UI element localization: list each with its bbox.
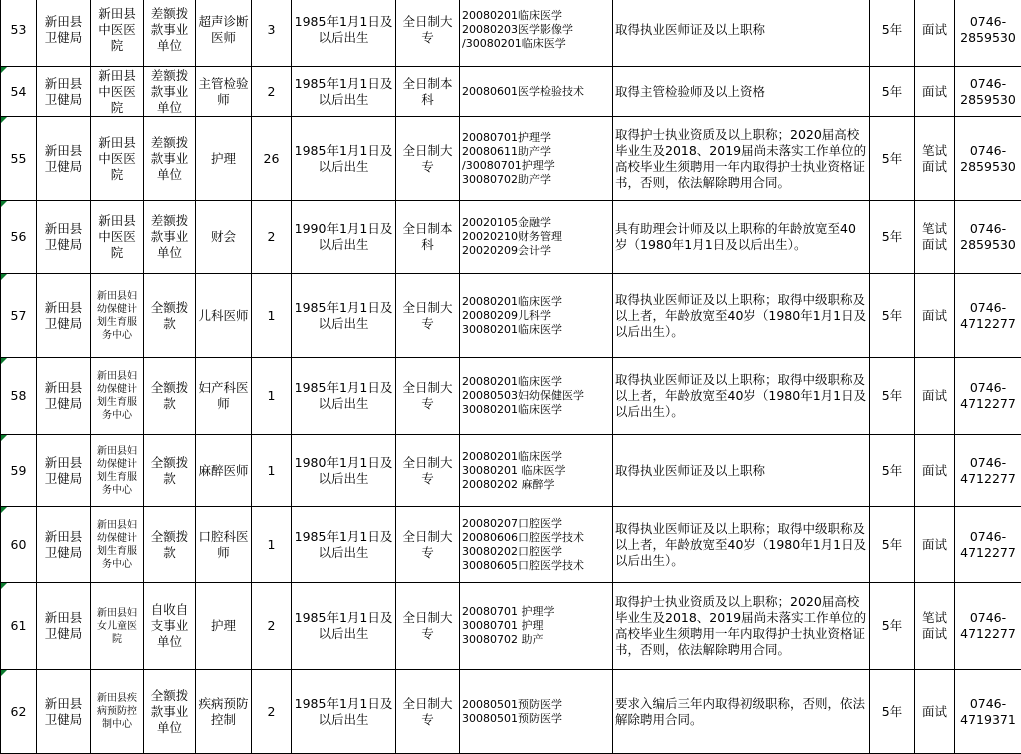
cell-exam: 面试 xyxy=(915,358,955,435)
cell-period: 5年 xyxy=(870,507,915,583)
cell-no: 62 xyxy=(1,670,37,754)
cell-req: 取得执业医师证及以上职称；取得中级职称及以上者，年龄放宽至40岁（1980年1月1日及以后出生）。 xyxy=(613,507,870,583)
cell-nature: 全额拨款 xyxy=(144,358,196,435)
cell-edu: 全日制大专 xyxy=(396,0,460,67)
cell-age: 1985年1月1日及以后出生 xyxy=(292,67,396,117)
cell-phone: 0746-4712277 xyxy=(955,583,1021,670)
cell-major: 20080501预防医学 30080501预防医学 xyxy=(460,670,613,754)
cell-edu: 全日制大专 xyxy=(396,670,460,754)
cell-count: 2 xyxy=(252,670,292,754)
cell-age: 1985年1月1日及以后出生 xyxy=(292,670,396,754)
cell-age: 1990年1月1日及以后出生 xyxy=(292,201,396,274)
cell-count: 2 xyxy=(252,67,292,117)
cell-nature: 差额拨款事业单位 xyxy=(144,201,196,274)
cell-no: 58 xyxy=(1,358,37,435)
cell-major: 20080201临床医学 20080503妇幼保健医学 30080201临床医学 xyxy=(460,358,613,435)
cell-req: 要求入编后三年内取得初级职称，否则，依法解除聘用合同。 xyxy=(613,670,870,754)
cell-position: 妇产科医师 xyxy=(196,358,252,435)
cell-unit: 新田县中医医院 xyxy=(91,67,144,117)
cell-dept: 新田县卫健局 xyxy=(37,670,91,754)
cell-exam: 面试 xyxy=(915,0,955,67)
cell-unit: 新田县妇幼保健计划生育服务中心 xyxy=(91,435,144,507)
cell-no: 53 xyxy=(1,0,37,67)
cell-phone: 0746-2859530 xyxy=(955,67,1021,117)
cell-major: 20020105金融学 20020210财务管理 20020209会计学 xyxy=(460,201,613,274)
cell-nature: 全额拨款 xyxy=(144,274,196,358)
table-row xyxy=(1,358,1021,435)
cell-phone: 0746-4712277 xyxy=(955,435,1021,507)
cell-phone: 0746-4719371 xyxy=(955,670,1021,754)
cell-age: 1985年1月1日及以后出生 xyxy=(292,117,396,201)
cell-age: 1985年1月1日及以后出生 xyxy=(292,507,396,583)
table-row xyxy=(1,201,1021,274)
cell-major: 20080207口腔医学 20080606口腔医学技术 30080202口腔医学 30080605口腔医学技术 xyxy=(460,507,613,583)
table-row xyxy=(1,0,1021,67)
table-row xyxy=(1,583,1021,670)
cell-count: 3 xyxy=(252,0,292,67)
cell-exam: 笔试面试 xyxy=(915,201,955,274)
cell-req: 取得护士执业资质及以上职称；2020届高校毕业生及2018、2019届尚未落实工作单位的高校毕业生须聘用一年内取得护士执业资格证书，否则，依法解除聘用合同。 xyxy=(613,583,870,670)
cell-req: 具有助理会计师及以上职称的年龄放宽至40岁（1980年1月1日及以后出生）。 xyxy=(613,201,870,274)
table-row xyxy=(1,435,1021,507)
cell-dept: 新田县卫健局 xyxy=(37,358,91,435)
cell-dept: 新田县卫健局 xyxy=(37,274,91,358)
cell-period: 5年 xyxy=(870,583,915,670)
cell-edu: 全日制大专 xyxy=(396,117,460,201)
cell-no: 55 xyxy=(1,117,37,201)
cell-age: 1985年1月1日及以后出生 xyxy=(292,583,396,670)
cell-dept: 新田县卫健局 xyxy=(37,201,91,274)
cell-count: 2 xyxy=(252,583,292,670)
cell-edu: 全日制大专 xyxy=(396,274,460,358)
cell-exam: 笔试面试 xyxy=(915,117,955,201)
cell-unit: 新田县妇幼保健计划生育服务中心 xyxy=(91,507,144,583)
cell-major: 20080701 护理学 30080701 护理 30080702 助产 xyxy=(460,583,613,670)
cell-exam: 面试 xyxy=(915,67,955,117)
cell-dept: 新田县卫健局 xyxy=(37,507,91,583)
cell-age: 1985年1月1日及以后出生 xyxy=(292,0,396,67)
cell-no: 54 xyxy=(1,67,37,117)
cell-period: 5年 xyxy=(870,0,915,67)
cell-exam: 面试 xyxy=(915,670,955,754)
cell-req: 取得执业医师证及以上职称 xyxy=(613,435,870,507)
cell-position: 儿科医师 xyxy=(196,274,252,358)
cell-phone: 0746-2859530 xyxy=(955,117,1021,201)
cell-period: 5年 xyxy=(870,201,915,274)
cell-no: 60 xyxy=(1,507,37,583)
cell-edu: 全日制本科 xyxy=(396,201,460,274)
cell-phone: 0746-2859530 xyxy=(955,0,1021,67)
cell-nature: 差额拨款事业单位 xyxy=(144,117,196,201)
cell-major: 20080201临床医学 30080201 临床医学 20080202 麻醉学 xyxy=(460,435,613,507)
cell-unit: 新田县中医医院 xyxy=(91,117,144,201)
cell-major: 20080701护理学 20080611助产学 /30080701护理学 30080702助产学 xyxy=(460,117,613,201)
cell-position: 财会 xyxy=(196,201,252,274)
cell-nature: 自收自支事业单位 xyxy=(144,583,196,670)
cell-period: 5年 xyxy=(870,358,915,435)
cell-edu: 全日制大专 xyxy=(396,435,460,507)
cell-position: 超声诊断医师 xyxy=(196,0,252,67)
cell-dept: 新田县卫健局 xyxy=(37,67,91,117)
cell-req: 取得护士执业资质及以上职称；2020届高校毕业生及2018、2019届尚未落实工作单位的高校毕业生须聘用一年内取得护士执业资格证书，否则，依法解除聘用合同。 xyxy=(613,117,870,201)
cell-major: 20080201临床医学 20080209儿科学 30080201临床医学 xyxy=(460,274,613,358)
cell-period: 5年 xyxy=(870,67,915,117)
cell-period: 5年 xyxy=(870,670,915,754)
cell-nature: 差额拨款事业单位 xyxy=(144,67,196,117)
cell-no: 57 xyxy=(1,274,37,358)
cell-count: 1 xyxy=(252,507,292,583)
cell-phone: 0746-2859530 xyxy=(955,201,1021,274)
cell-period: 5年 xyxy=(870,117,915,201)
cell-unit: 新田县妇女儿童医院 xyxy=(91,583,144,670)
cell-edu: 全日制本科 xyxy=(396,67,460,117)
cell-exam: 面试 xyxy=(915,507,955,583)
cell-age: 1985年1月1日及以后出生 xyxy=(292,358,396,435)
cell-edu: 全日制大专 xyxy=(396,583,460,670)
cell-dept: 新田县卫健局 xyxy=(37,583,91,670)
cell-unit: 新田县中医医院 xyxy=(91,0,144,67)
table-row xyxy=(1,507,1021,583)
cell-exam: 面试 xyxy=(915,274,955,358)
cell-age: 1980年1月1日及以后出生 xyxy=(292,435,396,507)
cell-phone: 0746-4712277 xyxy=(955,507,1021,583)
cell-count: 26 xyxy=(252,117,292,201)
cell-unit: 新田县中医医院 xyxy=(91,201,144,274)
table-row xyxy=(1,67,1021,117)
cell-count: 1 xyxy=(252,274,292,358)
cell-req: 取得主管检验师及以上资格 xyxy=(613,67,870,117)
cell-count: 1 xyxy=(252,435,292,507)
cell-major: 20080601医学检验技术 xyxy=(460,67,613,117)
cell-req: 取得执业医师证及以上职称 xyxy=(613,0,870,67)
cell-unit: 新田县妇幼保健计划生育服务中心 xyxy=(91,274,144,358)
cell-req: 取得执业医师证及以上职称；取得中级职称及以上者，年龄放宽至40岁（1980年1月1日及以后出生）。 xyxy=(613,358,870,435)
cell-phone: 0746-4712277 xyxy=(955,358,1021,435)
cell-age: 1985年1月1日及以后出生 xyxy=(292,274,396,358)
cell-position: 疾病预防控制 xyxy=(196,670,252,754)
cell-nature: 全额拨款 xyxy=(144,507,196,583)
cell-position: 口腔科医师 xyxy=(196,507,252,583)
cell-no: 61 xyxy=(1,583,37,670)
cell-period: 5年 xyxy=(870,274,915,358)
cell-edu: 全日制大专 xyxy=(396,358,460,435)
table-row xyxy=(1,670,1021,754)
cell-major: 20080201临床医学 20080203医学影像学 /30080201临床医学 xyxy=(460,0,613,67)
cell-req: 取得执业医师证及以上职称；取得中级职称及以上者，年龄放宽至40岁（1980年1月1日及以后出生）。 xyxy=(613,274,870,358)
cell-exam: 面试 xyxy=(915,435,955,507)
cell-period: 5年 xyxy=(870,435,915,507)
cell-nature: 全额拨款 xyxy=(144,435,196,507)
cell-position: 护理 xyxy=(196,583,252,670)
cell-unit: 新田县妇幼保健计划生育服务中心 xyxy=(91,358,144,435)
cell-nature: 全额拨款事业单位 xyxy=(144,670,196,754)
cell-nature: 差额拨款事业单位 xyxy=(144,0,196,67)
cell-dept: 新田县卫健局 xyxy=(37,0,91,67)
cell-position: 主管检验师 xyxy=(196,67,252,117)
cell-count: 1 xyxy=(252,358,292,435)
cell-no: 56 xyxy=(1,201,37,274)
table-row xyxy=(1,117,1021,201)
cell-phone: 0746-4712277 xyxy=(955,274,1021,358)
cell-position: 麻醉医师 xyxy=(196,435,252,507)
cell-position: 护理 xyxy=(196,117,252,201)
cell-count: 2 xyxy=(252,201,292,274)
cell-exam: 笔试面试 xyxy=(915,583,955,670)
cell-edu: 全日制大专 xyxy=(396,507,460,583)
cell-unit: 新田县疾病预防控制中心 xyxy=(91,670,144,754)
cell-no: 59 xyxy=(1,435,37,507)
cell-dept: 新田县卫健局 xyxy=(37,117,91,201)
table-row xyxy=(1,274,1021,358)
cell-dept: 新田县卫健局 xyxy=(37,435,91,507)
